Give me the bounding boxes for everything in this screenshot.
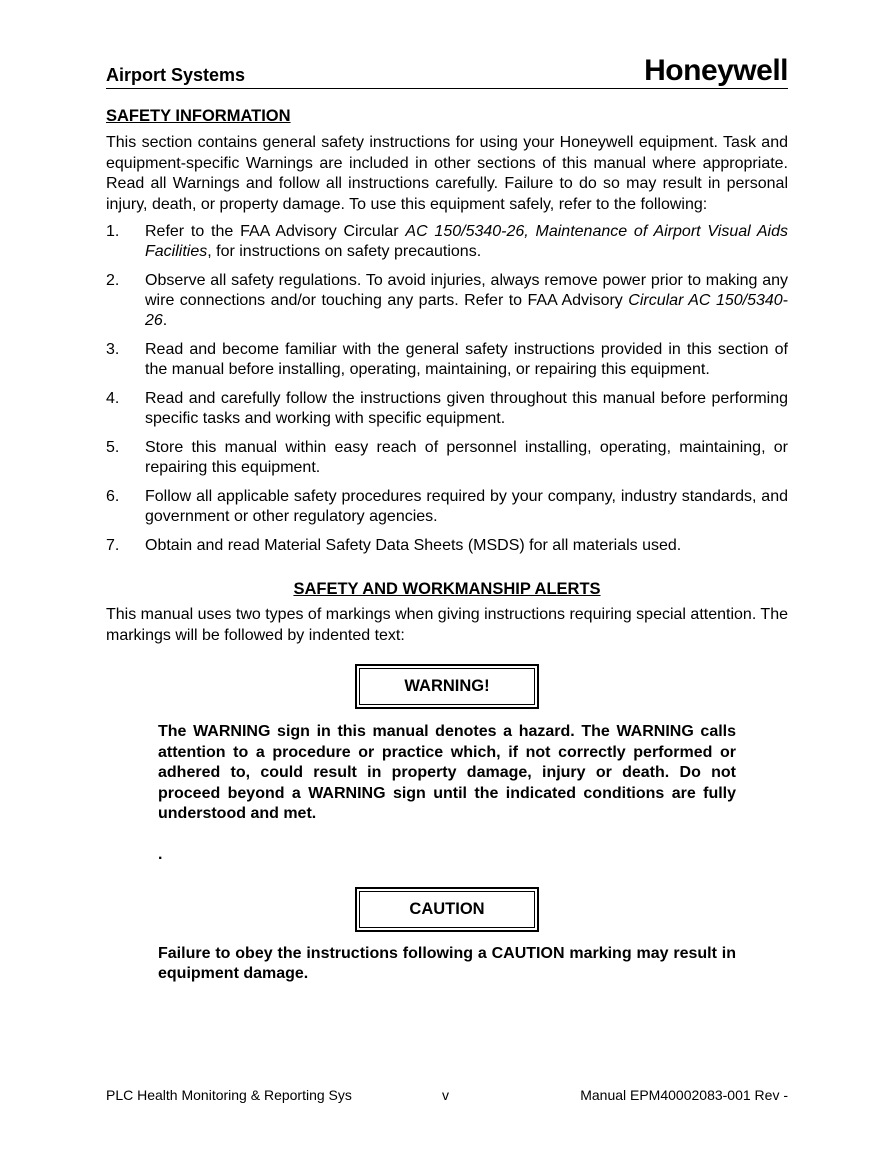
list-item-number: 2. xyxy=(106,272,120,289)
page-header xyxy=(106,50,788,89)
section-name: Airport Systems xyxy=(106,65,246,85)
list-item-text: Store this manual within easy reach of personnel installing, operating, maintaining, or repairing this equipment. xyxy=(145,439,788,476)
list-item-text: Obtain and read Material Safety Data Sheets (MSDS) for all materials used. xyxy=(145,537,682,554)
caution-label-box xyxy=(355,887,539,932)
footer-manual-number: Manual EPM40002083-001 Rev - xyxy=(580,1087,788,1103)
list-item-text: Observe all safety regulations. To avoid injuries, always remove power prior to making any wire connections and/or touching any parts. Refer to FAA Advisory Circular AC 150/5340-26. xyxy=(145,272,789,329)
footer-document-title: PLC Health Monitoring & Reporting Sys xyxy=(106,1087,352,1103)
safety-instructions-list xyxy=(106,222,788,556)
page-content xyxy=(106,105,788,985)
reference-title: Circular AC 150/5340-26 xyxy=(145,292,789,329)
safety-information-heading: SAFETY INFORMATION xyxy=(106,107,291,125)
list-item xyxy=(106,271,788,331)
caution-label: CAUTION xyxy=(359,891,535,928)
list-item-number: 6. xyxy=(106,488,120,505)
warning-label-box xyxy=(355,664,539,709)
list-item-number: 7. xyxy=(106,537,120,554)
list-item-text: Read and become familiar with the general safety instructions provided in this section of the manual before installing, operating, maintaining, or repairing this equipment. xyxy=(145,341,788,378)
list-item xyxy=(106,438,788,478)
warning-label: WARNING! xyxy=(359,668,535,705)
alerts-intro-paragraph: This manual uses two types of markings when giving instructions requiring special attention. The markings will be followed by indented text: xyxy=(106,606,788,644)
list-item-number: 1. xyxy=(106,223,120,240)
list-item xyxy=(106,222,788,262)
warning-description: The WARNING sign in this manual denotes a hazard. The WARNING calls attention to a procedure or practice which, if not correctly performed or adhered to, could result in property damage, injury or death. Do not proceed beyond a WARNING sign until the indicated conditions are fully understood and met. xyxy=(158,723,736,822)
stray-period: . xyxy=(158,845,163,863)
list-item xyxy=(106,487,788,527)
caution-description: Failure to obey the instructions following a CAUTION marking may result in equipment damage. xyxy=(158,944,736,982)
list-item xyxy=(106,536,788,556)
safety-intro-paragraph: This section contains general safety instructions for using your Honeywell equipment. Task and equipment-specific Warnings are included in other sections of this manual where appropriate. Read all Warnings and follow all instructions carefully. Failure to do so may result in personal injury, death, or property damage. To use this equipment safely, refer to the following: xyxy=(106,134,788,213)
reference-title: AC 150/5340-26, Maintenance of Airport Visual Aids Facilities xyxy=(145,223,789,260)
list-item-text: Follow all applicable safety procedures required by your company, industry standards, and government or other regulatory agencies. xyxy=(145,488,788,525)
list-item-number: 4. xyxy=(106,390,120,407)
list-item xyxy=(106,389,788,429)
honeywell-logo: Honeywell xyxy=(644,54,788,87)
list-item-number: 5. xyxy=(106,439,120,456)
list-item-text: Read and carefully follow the instructions given throughout this manual before performing specific tasks and working with specific equipment. xyxy=(145,390,788,427)
list-item xyxy=(106,340,788,380)
list-item-number: 3. xyxy=(106,341,120,358)
list-item-text: Refer to the FAA Advisory Circular AC 150/5340-26, Maintenance of Airport Visual Aids Facilities, for instructions on safety precautions. xyxy=(145,223,789,260)
alerts-heading: SAFETY AND WORKMANSHIP ALERTS xyxy=(293,580,601,598)
footer-page-number: v xyxy=(442,1087,449,1103)
